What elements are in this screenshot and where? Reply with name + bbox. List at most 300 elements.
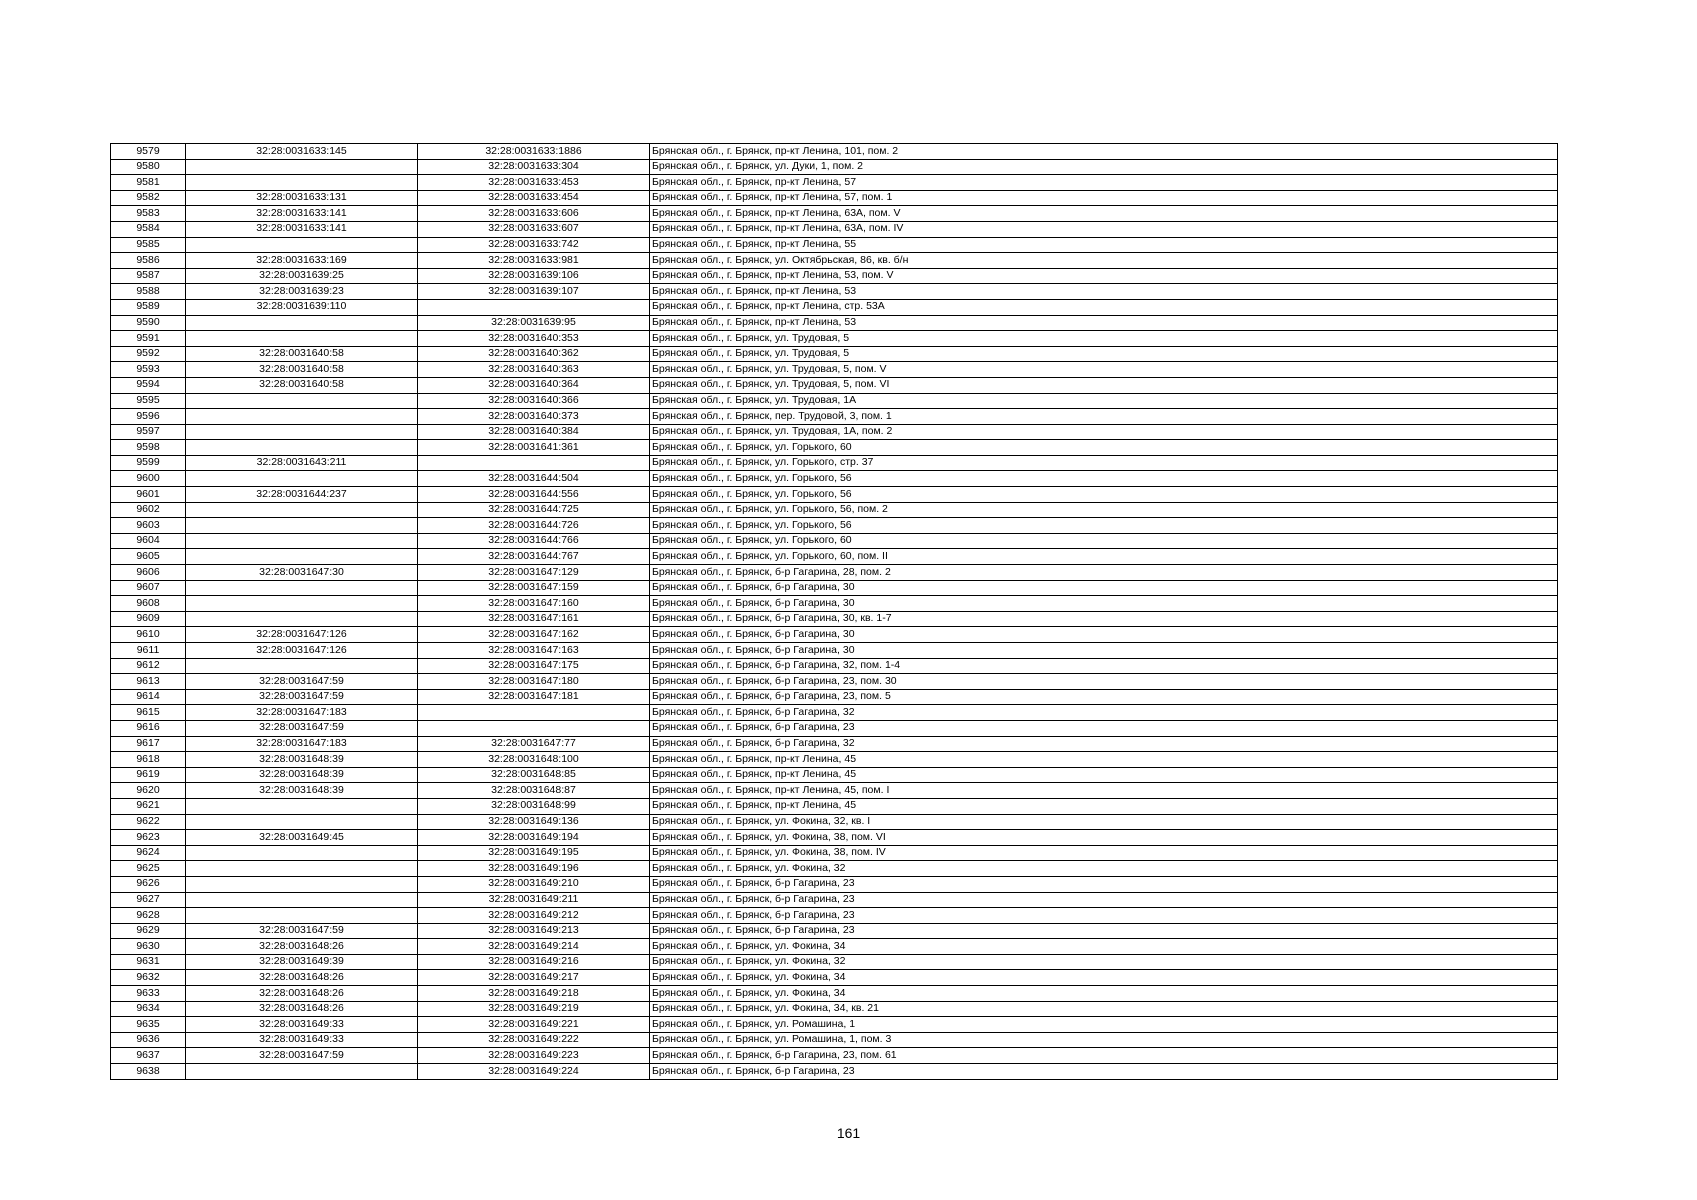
address-cell: Брянская обл., г. Брянск, б-р Гагарина, 32, пом. 1-4 [650,658,1558,674]
table-row [111,315,1558,331]
cadastral-number-cell: 32:28:0031647:77 [418,736,650,752]
row-number-cell: 9597 [111,424,186,440]
address-cell: Брянская обл., г. Брянск, б-р Гагарина, 30 [650,627,1558,643]
cadastral-number-cell: 32:28:0031633:1886 [418,144,650,160]
address-cell: Брянская обл., г. Брянск, ул. Фокина, 32 [650,954,1558,970]
cadastral-number-cell: 32:28:0031647:163 [418,643,650,659]
row-number-cell: 9596 [111,409,186,425]
address-cell: Брянская обл., г. Брянск, ул. Горького, 56 [650,471,1558,487]
address-cell: Брянская обл., г. Брянск, б-р Гагарина, 32 [650,705,1558,721]
address-cell: Брянская обл., г. Брянск, б-р Гагарина, 23 [650,1064,1558,1080]
parent-cadastral-number-cell [186,596,418,612]
row-number-cell: 9611 [111,643,186,659]
parent-cadastral-number-cell [186,549,418,565]
row-number-cell: 9626 [111,876,186,892]
row-number-cell: 9613 [111,674,186,690]
address-cell: Брянская обл., г. Брянск, ул. Дуки, 1, пом. 2 [650,159,1558,175]
cadastral-number-cell: 32:28:0031640:384 [418,424,650,440]
address-cell: Брянская обл., г. Брянск, ул. Горького, 60 [650,533,1558,549]
address-cell: Брянская обл., г. Брянск, пр-кт Ленина, 45 [650,798,1558,814]
table-row [111,190,1558,206]
table-row [111,830,1558,846]
parent-cadastral-number-cell: 32:28:0031633:141 [186,206,418,222]
cadastral-number-cell: 32:28:0031649:136 [418,814,650,830]
address-cell: Брянская обл., г. Брянск, ул. Фокина, 32, кв. I [650,814,1558,830]
address-cell: Брянская обл., г. Брянск, пр-кт Ленина, 57, пом. 1 [650,190,1558,206]
row-number-cell: 9581 [111,175,186,191]
parent-cadastral-number-cell [186,1064,418,1080]
row-number-cell: 9600 [111,471,186,487]
cadastral-number-cell: 32:28:0031641:361 [418,440,650,456]
row-number-cell: 9638 [111,1064,186,1080]
table-row [111,206,1558,222]
cadastral-number-cell: 32:28:0031649:211 [418,892,650,908]
cadastral-number-cell: 32:28:0031649:210 [418,876,650,892]
address-cell: Брянская обл., г. Брянск, пр-кт Ленина, 53 [650,284,1558,300]
parent-cadastral-number-cell [186,798,418,814]
cadastral-number-cell: 32:28:0031649:214 [418,939,650,955]
table-row [111,876,1558,892]
address-cell: Брянская обл., г. Брянск, пр-кт Ленина, 55 [650,237,1558,253]
row-number-cell: 9634 [111,1001,186,1017]
row-number-cell: 9635 [111,1017,186,1033]
table-row [111,627,1558,643]
table-row [111,424,1558,440]
cadastral-number-cell: 32:28:0031633:607 [418,221,650,237]
parent-cadastral-number-cell: 32:28:0031649:39 [186,954,418,970]
cadastral-number-cell: 32:28:0031640:373 [418,409,650,425]
table-row [111,455,1558,471]
address-cell: Брянская обл., г. Брянск, б-р Гагарина, 28, пом. 2 [650,565,1558,581]
row-number-cell: 9585 [111,237,186,253]
cadastral-number-cell: 32:28:0031633:454 [418,190,650,206]
address-cell: Брянская обл., г. Брянск, ул. Горького, стр. 37 [650,455,1558,471]
row-number-cell: 9605 [111,549,186,565]
table-row [111,502,1558,518]
address-cell: Брянская обл., г. Брянск, б-р Гагарина, 23 [650,923,1558,939]
parent-cadastral-number-cell: 32:28:0031647:59 [186,689,418,705]
row-number-cell: 9625 [111,861,186,877]
cadastral-number-cell [418,299,650,315]
table-row [111,253,1558,269]
parent-cadastral-number-cell [186,658,418,674]
row-number-cell: 9587 [111,268,186,284]
table-row [111,1032,1558,1048]
row-number-cell: 9602 [111,502,186,518]
address-cell: Брянская обл., г. Брянск, ул. Ромашина, 1, пом. 3 [650,1032,1558,1048]
table-row [111,892,1558,908]
parent-cadastral-number-cell [186,409,418,425]
parent-cadastral-number-cell [186,580,418,596]
cadastral-number-cell: 32:28:0031649:221 [418,1017,650,1033]
address-cell: Брянская обл., г. Брянск, б-р Гагарина, 30, кв. 1-7 [650,611,1558,627]
row-number-cell: 9584 [111,221,186,237]
table-row [111,767,1558,783]
parent-cadastral-number-cell [186,861,418,877]
parent-cadastral-number-cell: 32:28:0031639:25 [186,268,418,284]
row-number-cell: 9595 [111,393,186,409]
parent-cadastral-number-cell [186,237,418,253]
address-cell: Брянская обл., г. Брянск, б-р Гагарина, 23 [650,720,1558,736]
address-cell: Брянская обл., г. Брянск, ул. Фокина, 32 [650,861,1558,877]
address-cell: Брянская обл., г. Брянск, пр-кт Ленина, 53 [650,315,1558,331]
row-number-cell: 9615 [111,705,186,721]
cadastral-number-cell: 32:28:0031649:212 [418,908,650,924]
page-number: 161 [836,1125,861,1141]
cadastral-number-cell: 32:28:0031649:194 [418,830,650,846]
table-row [111,643,1558,659]
address-cell: Брянская обл., г. Брянск, ул. Трудовая, 5 [650,346,1558,362]
row-number-cell: 9628 [111,908,186,924]
row-number-cell: 9623 [111,830,186,846]
table-row [111,783,1558,799]
row-number-cell: 9612 [111,658,186,674]
row-number-cell: 9637 [111,1048,186,1064]
table-row [111,565,1558,581]
cadastral-number-cell: 32:28:0031649:196 [418,861,650,877]
table-row [111,549,1558,565]
cadastral-number-cell: 32:28:0031649:224 [418,1064,650,1080]
table-row [111,736,1558,752]
cadastral-number-cell: 32:28:0031647:159 [418,580,650,596]
address-cell: Брянская обл., г. Брянск, ул. Фокина, 34 [650,986,1558,1002]
cadastral-number-cell: 32:28:0031649:219 [418,1001,650,1017]
table-row [111,908,1558,924]
cadastral-number-cell: 32:28:0031647:161 [418,611,650,627]
address-cell: Брянская обл., г. Брянск, ул. Фокина, 38, пом. VI [650,830,1558,846]
row-number-cell: 9607 [111,580,186,596]
table-row [111,674,1558,690]
parent-cadastral-number-cell [186,845,418,861]
parent-cadastral-number-cell: 32:28:0031633:169 [186,253,418,269]
table-row [111,268,1558,284]
cadastral-number-cell [418,720,650,736]
parent-cadastral-number-cell: 32:28:0031647:183 [186,705,418,721]
table-row [111,1001,1558,1017]
address-cell: Брянская обл., г. Брянск, пр-кт Ленина, 53, пом. V [650,268,1558,284]
address-cell: Брянская обл., г. Брянск, б-р Гагарина, 23 [650,876,1558,892]
row-number-cell: 9632 [111,970,186,986]
cadastral-number-cell: 32:28:0031644:767 [418,549,650,565]
address-cell: Брянская обл., г. Брянск, пр-кт Ленина, 57 [650,175,1558,191]
table-row [111,596,1558,612]
parent-cadastral-number-cell [186,331,418,347]
parent-cadastral-number-cell [186,518,418,534]
cadastral-number-cell: 32:28:0031647:181 [418,689,650,705]
row-number-cell: 9580 [111,159,186,175]
row-number-cell: 9618 [111,752,186,768]
parent-cadastral-number-cell: 32:28:0031644:237 [186,487,418,503]
registry-table-body [111,144,1558,1080]
table-row [111,362,1558,378]
parent-cadastral-number-cell [186,471,418,487]
cadastral-number-cell: 32:28:0031639:106 [418,268,650,284]
parent-cadastral-number-cell: 32:28:0031647:59 [186,923,418,939]
row-number-cell: 9591 [111,331,186,347]
cadastral-number-cell: 32:28:0031647:162 [418,627,650,643]
cadastral-number-cell [418,705,650,721]
cadastral-number-cell: 32:28:0031640:362 [418,346,650,362]
parent-cadastral-number-cell: 32:28:0031647:59 [186,1048,418,1064]
parent-cadastral-number-cell [186,424,418,440]
address-cell: Брянская обл., г. Брянск, ул. Горького, 60, пом. II [650,549,1558,565]
table-row [111,705,1558,721]
address-cell: Брянская обл., г. Брянск, б-р Гагарина, 32 [650,736,1558,752]
cadastral-number-cell: 32:28:0031640:363 [418,362,650,378]
address-cell: Брянская обл., г. Брянск, б-р Гагарина, 23 [650,892,1558,908]
address-cell: Брянская обл., г. Брянск, б-р Гагарина, 30 [650,580,1558,596]
parent-cadastral-number-cell [186,533,418,549]
parent-cadastral-number-cell [186,393,418,409]
parent-cadastral-number-cell [186,908,418,924]
address-cell: Брянская обл., г. Брянск, ул. Горького, 56 [650,518,1558,534]
address-cell: Брянская обл., г. Брянск, ул. Трудовая, 5, пом. V [650,362,1558,378]
cadastral-number-cell: 32:28:0031648:87 [418,783,650,799]
table-row [111,487,1558,503]
parent-cadastral-number-cell [186,315,418,331]
parent-cadastral-number-cell: 32:28:0031639:110 [186,299,418,315]
row-number-cell: 9624 [111,845,186,861]
row-number-cell: 9606 [111,565,186,581]
address-cell: Брянская обл., г. Брянск, б-р Гагарина, 23, пом. 30 [650,674,1558,690]
cadastral-number-cell: 32:28:0031640:366 [418,393,650,409]
cadastral-number-cell: 32:28:0031633:742 [418,237,650,253]
address-cell: Брянская обл., г. Брянск, ул. Ромашина, 1 [650,1017,1558,1033]
address-cell: Брянская обл., г. Брянск, пр-кт Ленина, стр. 53А [650,299,1558,315]
parent-cadastral-number-cell [186,892,418,908]
address-cell: Брянская обл., г. Брянск, пер. Трудовой, 3, пом. 1 [650,409,1558,425]
cadastral-number-cell: 32:28:0031648:85 [418,767,650,783]
row-number-cell: 9617 [111,736,186,752]
table-row [111,752,1558,768]
row-number-cell: 9630 [111,939,186,955]
table-row [111,845,1558,861]
row-number-cell: 9604 [111,533,186,549]
row-number-cell: 9588 [111,284,186,300]
parent-cadastral-number-cell: 32:28:0031647:183 [186,736,418,752]
address-cell: Брянская обл., г. Брянск, ул. Трудовая, 1А [650,393,1558,409]
registry-table [110,143,1558,1080]
parent-cadastral-number-cell [186,814,418,830]
table-row [111,1048,1558,1064]
parent-cadastral-number-cell: 32:28:0031640:58 [186,377,418,393]
address-cell: Брянская обл., г. Брянск, ул. Фокина, 34 [650,939,1558,955]
cadastral-number-cell: 32:28:0031644:766 [418,533,650,549]
address-cell: Брянская обл., г. Брянск, пр-кт Ленина, 63А, пом. V [650,206,1558,222]
table-row [111,377,1558,393]
parent-cadastral-number-cell: 32:28:0031647:126 [186,627,418,643]
parent-cadastral-number-cell: 32:28:0031640:58 [186,362,418,378]
parent-cadastral-number-cell: 32:28:0031640:58 [186,346,418,362]
parent-cadastral-number-cell: 32:28:0031639:23 [186,284,418,300]
cadastral-number-cell: 32:28:0031649:217 [418,970,650,986]
address-cell: Брянская обл., г. Брянск, б-р Гагарина, 30 [650,643,1558,659]
parent-cadastral-number-cell: 32:28:0031648:26 [186,986,418,1002]
address-cell: Брянская обл., г. Брянск, б-р Гагарина, 30 [650,596,1558,612]
row-number-cell: 9627 [111,892,186,908]
address-cell: Брянская обл., г. Брянск, пр-кт Ленина, 45 [650,767,1558,783]
table-row [111,440,1558,456]
row-number-cell: 9598 [111,440,186,456]
parent-cadastral-number-cell: 32:28:0031648:26 [186,970,418,986]
row-number-cell: 9579 [111,144,186,160]
cadastral-number-cell: 32:28:0031649:216 [418,954,650,970]
parent-cadastral-number-cell [186,502,418,518]
address-cell: Брянская обл., г. Брянск, пр-кт Ленина, 45, пом. I [650,783,1558,799]
cadastral-number-cell: 32:28:0031649:213 [418,923,650,939]
address-cell: Брянская обл., г. Брянск, ул. Октябрьская, 86, кв. б/н [650,253,1558,269]
parent-cadastral-number-cell: 32:28:0031647:126 [186,643,418,659]
table-row [111,970,1558,986]
table-row [111,471,1558,487]
row-number-cell: 9592 [111,346,186,362]
cadastral-number-cell: 32:28:0031633:304 [418,159,650,175]
table-row [111,346,1558,362]
row-number-cell: 9614 [111,689,186,705]
row-number-cell: 9609 [111,611,186,627]
row-number-cell: 9593 [111,362,186,378]
cadastral-number-cell: 32:28:0031647:180 [418,674,650,690]
address-cell: Брянская обл., г. Брянск, пр-кт Ленина, 45 [650,752,1558,768]
address-cell: Брянская обл., г. Брянск, ул. Фокина, 38, пом. IV [650,845,1558,861]
table-row [111,689,1558,705]
table-row [111,175,1558,191]
table-row [111,284,1558,300]
row-number-cell: 9621 [111,798,186,814]
table-row [111,159,1558,175]
parent-cadastral-number-cell: 32:28:0031648:26 [186,1001,418,1017]
parent-cadastral-number-cell [186,611,418,627]
address-cell: Брянская обл., г. Брянск, ул. Горького, 60 [650,440,1558,456]
cadastral-number-cell: 32:28:0031649:195 [418,845,650,861]
table-row [111,518,1558,534]
parent-cadastral-number-cell: 32:28:0031649:33 [186,1017,418,1033]
cadastral-number-cell: 32:28:0031649:223 [418,1048,650,1064]
cadastral-number-cell: 32:28:0031647:129 [418,565,650,581]
address-cell: Брянская обл., г. Брянск, пр-кт Ленина, 63А, пом. IV [650,221,1558,237]
row-number-cell: 9619 [111,767,186,783]
row-number-cell: 9629 [111,923,186,939]
address-cell: Брянская обл., г. Брянск, ул. Фокина, 34, кв. 21 [650,1001,1558,1017]
table-row [111,409,1558,425]
row-number-cell: 9633 [111,986,186,1002]
cadastral-number-cell: 32:28:0031648:99 [418,798,650,814]
row-number-cell: 9594 [111,377,186,393]
parent-cadastral-number-cell: 32:28:0031643:211 [186,455,418,471]
parent-cadastral-number-cell [186,876,418,892]
parent-cadastral-number-cell: 32:28:0031649:45 [186,830,418,846]
row-number-cell: 9622 [111,814,186,830]
row-number-cell: 9599 [111,455,186,471]
table-row [111,393,1558,409]
cadastral-number-cell: 32:28:0031639:95 [418,315,650,331]
cadastral-number-cell: 32:28:0031633:453 [418,175,650,191]
parent-cadastral-number-cell: 32:28:0031648:39 [186,752,418,768]
row-number-cell: 9582 [111,190,186,206]
address-cell: Брянская обл., г. Брянск, б-р Гагарина, 23 [650,908,1558,924]
table-row [111,1064,1558,1080]
row-number-cell: 9610 [111,627,186,643]
parent-cadastral-number-cell [186,440,418,456]
cadastral-number-cell: 32:28:0031633:606 [418,206,650,222]
cadastral-number-cell: 32:28:0031639:107 [418,284,650,300]
cadastral-number-cell: 32:28:0031644:725 [418,502,650,518]
table-row [111,221,1558,237]
table-row [111,1017,1558,1033]
parent-cadastral-number-cell: 32:28:0031633:141 [186,221,418,237]
address-cell: Брянская обл., г. Брянск, ул. Трудовая, 1А, пом. 2 [650,424,1558,440]
table-row [111,144,1558,160]
parent-cadastral-number-cell: 32:28:0031648:39 [186,783,418,799]
table-row [111,237,1558,253]
cadastral-number-cell [418,455,650,471]
table-row [111,939,1558,955]
row-number-cell: 9589 [111,299,186,315]
cadastral-number-cell: 32:28:0031649:222 [418,1032,650,1048]
cadastral-number-cell: 32:28:0031633:981 [418,253,650,269]
address-cell: Брянская обл., г. Брянск, б-р Гагарина, 23, пом. 61 [650,1048,1558,1064]
row-number-cell: 9620 [111,783,186,799]
cadastral-number-cell: 32:28:0031647:160 [418,596,650,612]
table-row [111,954,1558,970]
parent-cadastral-number-cell: 32:28:0031648:39 [186,767,418,783]
table-row [111,861,1558,877]
row-number-cell: 9590 [111,315,186,331]
parent-cadastral-number-cell: 32:28:0031647:30 [186,565,418,581]
row-number-cell: 9616 [111,720,186,736]
cadastral-number-cell: 32:28:0031640:364 [418,377,650,393]
table-row [111,299,1558,315]
table-row [111,658,1558,674]
cadastral-number-cell: 32:28:0031640:353 [418,331,650,347]
row-number-cell: 9603 [111,518,186,534]
table-row [111,533,1558,549]
cadastral-number-cell: 32:28:0031644:556 [418,487,650,503]
address-cell: Брянская обл., г. Брянск, ул. Горького, 56, пом. 2 [650,502,1558,518]
table-row [111,580,1558,596]
table-row [111,986,1558,1002]
row-number-cell: 9583 [111,206,186,222]
address-cell: Брянская обл., г. Брянск, ул. Трудовая, 5 [650,331,1558,347]
table-row [111,611,1558,627]
cadastral-number-cell: 32:28:0031644:726 [418,518,650,534]
row-number-cell: 9631 [111,954,186,970]
parent-cadastral-number-cell [186,175,418,191]
address-cell: Брянская обл., г. Брянск, б-р Гагарина, 23, пом. 5 [650,689,1558,705]
row-number-cell: 9636 [111,1032,186,1048]
cadastral-number-cell: 32:28:0031647:175 [418,658,650,674]
table-row [111,923,1558,939]
address-cell: Брянская обл., г. Брянск, ул. Трудовая, 5, пом. VI [650,377,1558,393]
cadastral-number-cell: 32:28:0031649:218 [418,986,650,1002]
row-number-cell: 9586 [111,253,186,269]
parent-cadastral-number-cell: 32:28:0031649:33 [186,1032,418,1048]
parent-cadastral-number-cell [186,159,418,175]
table-row [111,331,1558,347]
cadastral-number-cell: 32:28:0031648:100 [418,752,650,768]
table-row [111,798,1558,814]
parent-cadastral-number-cell: 32:28:0031633:145 [186,144,418,160]
parent-cadastral-number-cell: 32:28:0031647:59 [186,720,418,736]
cadastral-number-cell: 32:28:0031644:504 [418,471,650,487]
address-cell: Брянская обл., г. Брянск, пр-кт Ленина, 101, пом. 2 [650,144,1558,160]
parent-cadastral-number-cell: 32:28:0031633:131 [186,190,418,206]
parent-cadastral-number-cell: 32:28:0031647:59 [186,674,418,690]
table-row [111,720,1558,736]
parent-cadastral-number-cell: 32:28:0031648:26 [186,939,418,955]
table-row [111,814,1558,830]
row-number-cell: 9608 [111,596,186,612]
